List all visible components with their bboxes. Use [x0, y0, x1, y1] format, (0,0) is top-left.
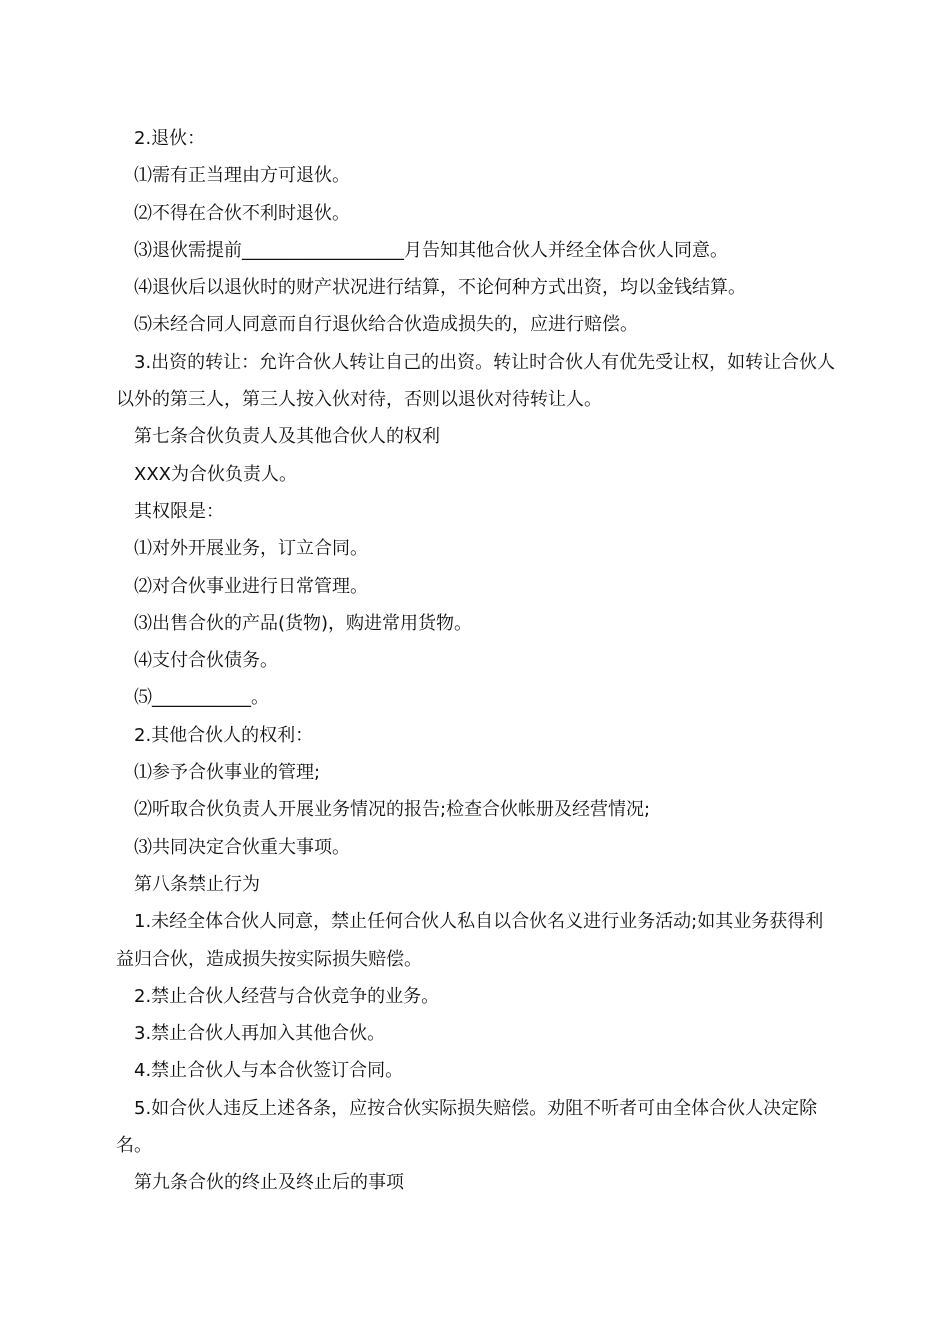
- section-heading: 第七条合伙负责人及其他合伙人的权利: [134, 426, 440, 448]
- paragraph: ⑴参予合伙事业的管理;: [134, 762, 321, 784]
- paragraph: ⑶退伙需提前__________________月告知其他合伙人并经全体合伙人同意。: [134, 239, 728, 261]
- section-heading: 第八条禁止行为: [134, 873, 260, 895]
- paragraph: 5.如合伙人违反上述各条，应按合伙实际损失赔偿。劝阻不听者可由全体合伙人决定除名。: [116, 1097, 818, 1157]
- paragraph: ⑵听取合伙负责人开展业务情况的报告;检查合伙帐册及经营情况;: [134, 799, 651, 821]
- paragraph: 其权限是：: [134, 500, 224, 522]
- paragraph: ⑷支付合伙债务。: [134, 650, 278, 672]
- paragraph: XXX为合伙负责人。: [134, 463, 297, 485]
- paragraph: ⑷退伙后以退伙时的财产状况进行结算，不论何种方式出资，均以金钱结算。: [134, 277, 746, 299]
- paragraph: ⑴对外开展业务，订立合同。: [134, 538, 368, 560]
- paragraph: ⑶共同决定合伙重大事项。: [134, 836, 350, 858]
- paragraph: 2.禁止合伙人经营与合伙竞争的业务。: [134, 985, 440, 1007]
- paragraph: 2.其他合伙人的权利：: [134, 724, 314, 746]
- paragraph: 2.退伙：: [134, 128, 206, 149]
- paragraph: ⑴需有正当理由方可退伙。: [134, 165, 350, 187]
- paragraph: 3.出资的转让：允许合伙人转让自己的出资。转让时合伙人有优先受让权，如转让合伙人以外的第三人，第三人按入伙对待，否则以退伙对待转让人。: [116, 351, 836, 411]
- paragraph: ⑶出售合伙的产品(货物)，购进常用货物。: [134, 612, 473, 634]
- paragraph: ⑸未经合同人同意而自行退伙给合伙造成损失的，应进行赔偿。: [134, 314, 638, 336]
- paragraph: ⑸___________。: [134, 687, 269, 709]
- section-heading: 第九条合伙的终止及终止后的事项: [134, 1172, 404, 1194]
- paragraph: 4.禁止合伙人与本合伙签订合同。: [134, 1060, 404, 1082]
- document-body: [116, 120, 836, 1202]
- paragraph: ⑵对合伙事业进行日常管理。: [134, 575, 368, 597]
- paragraph: 1.未经全体合伙人同意，禁止任何合伙人私自以合伙名义进行业务活动;如其业务获得利益归合伙，造成损失按实际损失赔偿。: [116, 911, 824, 970]
- paragraph: ⑵不得在合伙不利时退伙。: [134, 202, 350, 224]
- paragraph: 3.禁止合伙人再加入其他合伙。: [134, 1023, 386, 1045]
